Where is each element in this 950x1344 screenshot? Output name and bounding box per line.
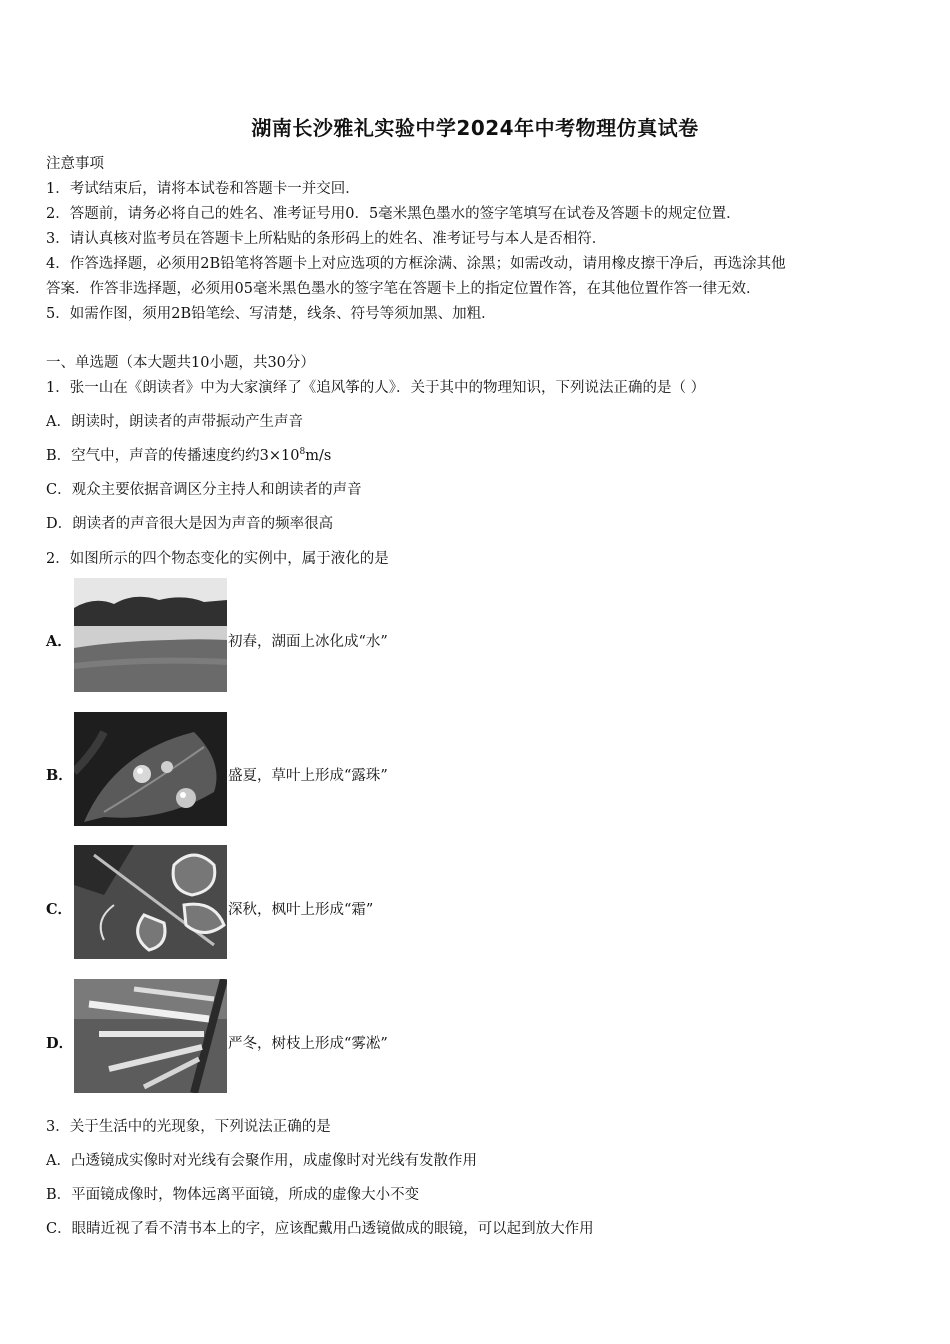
q1-option-d: D．朗读者的声音很大是因为声音的频率很高 [46, 516, 334, 532]
page-title: 湖南长沙雅礼实验中学2024年中考物理仿真试卷 [251, 116, 699, 140]
q2-option-a-label: A． [46, 633, 72, 650]
q2-option-d-text: 严冬，树枝上形成“雾凇” [228, 1036, 388, 1052]
q2-option-d-label: D． [46, 1035, 74, 1052]
q3-option-a: A．凸透镜成实像时对光线有会聚作用，成虚像时对光线有发散作用 [46, 1153, 477, 1169]
q3-option-c: C．眼睛近视了看不清书本上的字，应该配戴用凸透镜做成的眼镜，可以起到放大作用 [46, 1221, 594, 1237]
q3-option-b: B．平面镜成像时，物体远离平面镜，所成的虚像大小不变 [46, 1187, 420, 1203]
q3-stem: 3．关于生活中的光现象，下列说法正确的是 [46, 1119, 331, 1135]
frost-leaf-photo [74, 845, 227, 959]
q2-option-c-label: C． [46, 901, 73, 918]
notice-item-4-cont: 答案．作答非选择题，必须用05毫米黑色墨水的签字笔在答题卡上的指定位置作答，在其他位置作答一律无效． [46, 281, 761, 297]
q1-option-b [46, 444, 331, 465]
notice-item-3: 3．请认真核对监考员在答题卡上所粘贴的条形码上的姓名、准考证号与本人是否相符． [46, 231, 607, 247]
rime-branch-photo [74, 979, 227, 1093]
dew-leaf-photo [74, 712, 227, 826]
q1-stem: 1．张一山在《朗读者》中为大家演绎了《追风筝的人》．关于其中的物理知识，下列说法正确的是（ ） [46, 380, 706, 396]
q2-stem: 2．如图所示的四个物态变化的实例中，属于液化的是 [46, 551, 389, 567]
q2-option-b-text: 盛夏，草叶上形成“露珠” [228, 768, 388, 784]
notice-item-1: 1．考试结束后，请将本试卷和答题卡一并交回． [46, 181, 360, 197]
notice-heading: 注意事项 [46, 156, 104, 172]
q2-option-b-label: B． [46, 767, 73, 784]
q1-option-b-unit: m/s [305, 448, 332, 464]
q1-option-b-exponent: 8 [299, 447, 306, 458]
notice-item-5: 5．如需作图，须用2B铅笔绘、写清楚，线条、符号等须加黑、加粗． [46, 306, 496, 322]
lake-ice-photo [74, 578, 227, 692]
notice-item-2: 2．答题前，请务必将自己的姓名、准考证号用0．5毫米黑色墨水的签字笔填写在试卷及答题卡的规定位置． [46, 206, 741, 222]
q2-option-c-text: 深秋，枫叶上形成“霜” [228, 902, 374, 918]
notice-item-4: 4．作答选择题，必须用2B铅笔将答题卡上对应选项的方框涂满、涂黑；如需改动，请用橡皮擦干净后，再选涂其他 [46, 256, 786, 272]
q2-option-a-text: 初春，湖面上冰化成“水” [228, 634, 388, 650]
section-heading: 一、单选题（本大题共10小题，共30分） [46, 355, 315, 371]
q1-option-b-text: B．空气中，声音的传播速度约约3×10 [46, 448, 300, 464]
q1-option-a: A．朗读时，朗读者的声带振动产生声音 [46, 414, 303, 430]
q1-option-c: C．观众主要依据音调区分主持人和朗读者的声音 [46, 482, 362, 498]
